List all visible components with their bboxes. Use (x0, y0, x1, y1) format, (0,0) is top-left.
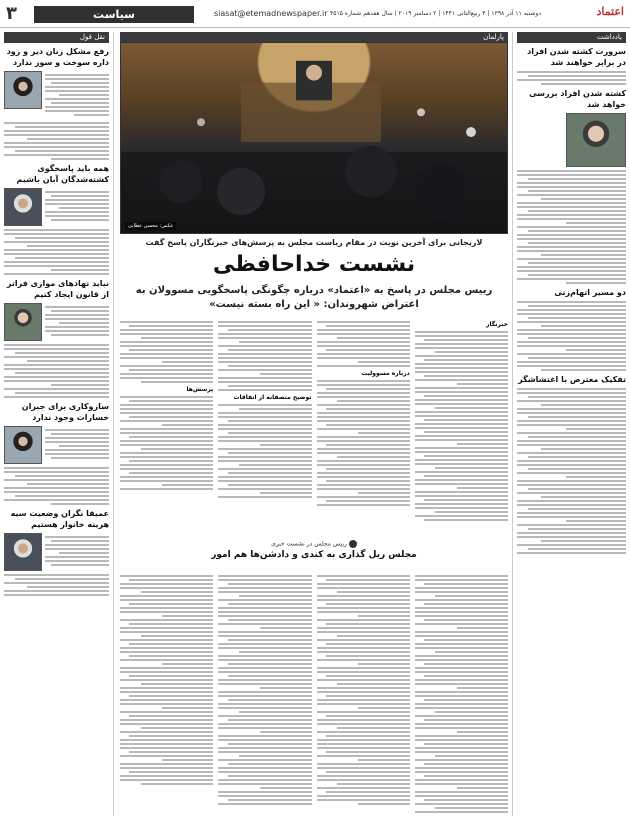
right-headline-3: دو مسیر اتهام‌زنی (554, 288, 626, 297)
right-text-block-1 (517, 71, 626, 85)
article-subhead-3: پرسش‌ها (186, 386, 214, 393)
left-text-3 (45, 306, 109, 338)
left-headline-2: همه باید پاسخگوی کشته‌شدگان آبان باشیم (16, 164, 109, 184)
left-headline-4: سازوکاری برای جبران خسارات وجود ندارد (21, 402, 109, 422)
left-portrait-4 (4, 426, 42, 464)
second-article-header (160, 540, 468, 560)
second-article-col-3-text (218, 575, 311, 805)
article-col-1-text (415, 331, 508, 521)
left-item-5 (4, 533, 109, 571)
left-item-2 (4, 188, 109, 226)
press-conference-photo (121, 43, 507, 233)
article-subhead-1: درباره مسوولیت (361, 370, 410, 377)
left-column (4, 32, 114, 816)
right-tag-top: یادداشت (517, 32, 626, 43)
center-tag: پارلمان (120, 32, 508, 43)
article-kicker: لاریجانی برای آخرین نوبت در مقام ریاست مجلس به پرسش‌های خبرنگاران پاسخ گفت (145, 238, 483, 247)
left-item-3 (4, 303, 109, 341)
second-article-title: مجلس ریل گذاری به کندی و دادشن‌ها هم امور (211, 550, 417, 560)
left-item-1 (4, 71, 109, 119)
left-text-2b (4, 229, 109, 275)
photo-caption: عکس: محسن عطایی (125, 222, 176, 230)
article-col-3-text-b (218, 404, 311, 498)
second-article-col-2-text (317, 575, 410, 805)
article-title: نشست خداحافظی (212, 252, 416, 277)
left-headline-1: رفع مشکل زنان دیر و زود داره سوخت و سوز ندارد (6, 47, 109, 67)
article-col-2 (317, 318, 410, 538)
second-article-col-4-text (120, 575, 213, 785)
site-url[interactable]: siasat@etemadnewspaper.ir (214, 9, 328, 18)
article-col-4 (120, 318, 213, 538)
left-text-5b (4, 574, 109, 596)
article-col-3 (218, 318, 311, 538)
left-text-3b (4, 344, 109, 398)
left-text-4b (4, 467, 109, 505)
right-text-block-3 (517, 301, 626, 371)
left-portrait-1 (4, 71, 42, 109)
right-headline-1: سرورت کشته شدن افراد در برابر خواهند شد (527, 47, 626, 67)
left-portrait-2 (4, 188, 42, 226)
newspaper-logo: اعتماد (596, 5, 624, 18)
article-col-4-text (120, 321, 213, 383)
second-article-kicker (160, 540, 468, 548)
article-byline: خبرنگار (486, 321, 508, 328)
left-text-5 (45, 536, 109, 568)
left-headline-3: نباید نهادهای موازی فراتر از قانون ایجاد کنیم (6, 279, 109, 299)
left-portrait-5 (4, 533, 42, 571)
article-body (120, 318, 508, 538)
page-number: ۳ (6, 3, 17, 24)
page-header (0, 0, 630, 28)
left-tag: نقل قول (4, 32, 109, 43)
article-subtitle: رییس مجلس در پاسخ به «اعتماد» درباره چگونگی پاسخگویی مسوولان به اعتراض شهروندان: « این راه بسته نیست» (135, 285, 493, 310)
bullet-icon (349, 540, 357, 548)
right-column (512, 32, 626, 816)
article-col-2-text (317, 321, 410, 367)
article-col-3-text (218, 321, 311, 391)
second-article-col-3 (218, 572, 311, 816)
article-col-2-text-b (317, 380, 410, 506)
dateline: دوشنبه ۱۱ آذر ۱۳۹۸ | ۴ ربیع‌الثانی ۱۴۴۱ | ۲ دسامبر ۲۰۱۹ | سال هفدهم شماره ۴۵۱۵ (330, 10, 542, 17)
left-headline-5: عمیقا نگران وضعیت سیه هرینه خانوار هستیم (10, 509, 109, 529)
second-article-kicker-text: رییس مجلس در نشست خبری (271, 540, 347, 548)
second-article-col-2 (317, 572, 410, 816)
section-name: سیاست (34, 6, 194, 23)
left-item-4 (4, 426, 109, 464)
left-text-4 (45, 429, 109, 461)
left-text-1 (45, 74, 109, 116)
second-article-col-4 (120, 572, 213, 816)
right-text-block-4 (517, 388, 626, 554)
article-subhead-2: توضیح منصفانه از اتفاقات (233, 394, 312, 401)
left-text-2 (45, 191, 109, 223)
second-article-col-1 (415, 572, 508, 816)
right-text-block-2 (517, 170, 626, 284)
article-col-4-text-b (120, 396, 213, 490)
second-article-col-1-text (415, 575, 508, 813)
left-portrait-3 (4, 303, 42, 341)
article-col-1 (415, 318, 508, 538)
second-article-body (120, 572, 508, 816)
right-headline-4: تفکیک معترض با اغتشاشگر (518, 375, 626, 384)
right-headline-2: کشته شدن افراد بررسی خواهد شد (529, 89, 626, 109)
main-photo (120, 42, 508, 234)
right-portrait-photo (566, 113, 626, 167)
left-text-1b (4, 122, 109, 160)
center-column (120, 32, 508, 816)
